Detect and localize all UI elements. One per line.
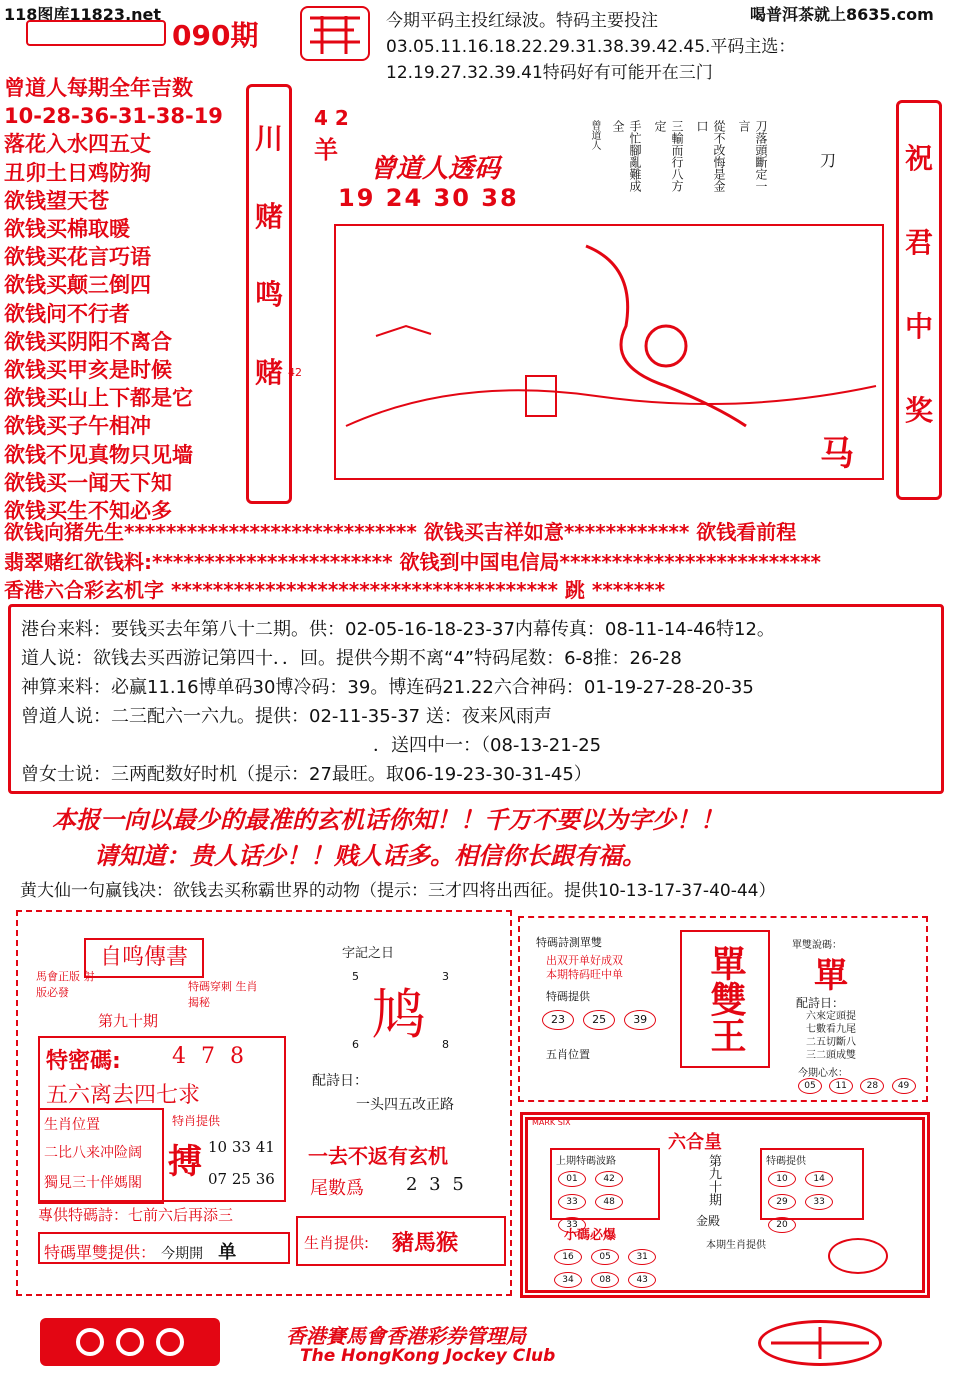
ball: 33 (558, 1217, 586, 1233)
r2-title: 六合皇 (668, 1132, 722, 1153)
star-line: 香港六合彩玄机字 ************************************* 跳 ******* (4, 578, 666, 602)
scroll-char: 川 (254, 122, 283, 155)
scroll-char: 祝 (904, 142, 933, 175)
mid-sx-box (296, 1216, 506, 1266)
pos-line: 二比八来冲险阔 (44, 1145, 142, 1161)
left-line: 欲钱买生不知必多 (4, 499, 172, 524)
r1-line: 出双开单好成双 (546, 954, 623, 967)
ball: 43 (628, 1272, 656, 1288)
r1-r-lines (806, 1010, 856, 1062)
mid-wei-nums: 2 3 5 (406, 1174, 467, 1195)
footer-logo-left (40, 1318, 220, 1366)
left-line: 欲钱买子午相冲 (4, 414, 151, 439)
r2-l-title: 上期特碼波路 (556, 1156, 616, 1167)
info-line: 港台来料：要钱买去年第八十二期。供：02-05-16-18-23-37内幕传真：08-11-14-46特12。 (21, 619, 775, 640)
poem-line: 專供特碼詩：七前六后再添三 (38, 1206, 234, 1224)
poem-col: 手忙腳亂難成全 (611, 120, 642, 192)
ball: 10 (768, 1171, 796, 1187)
mid-c8: 8 (442, 1038, 449, 1051)
seal-stamp (300, 6, 370, 61)
r2-small: 小碼必爆 (564, 1228, 617, 1243)
r2-foot: 本期生肖提供 (706, 1240, 766, 1251)
te-nums: 4 7 8 (172, 1044, 248, 1069)
zodiac-top: 羊 (314, 136, 338, 164)
r1-prov: 特碼提供 (546, 990, 590, 1003)
poem-tag: 曾道人 (589, 120, 600, 150)
center-title: 曾道人透码 (370, 154, 501, 184)
ball: 49 (892, 1078, 916, 1094)
panel-left (16, 910, 512, 1296)
ball: 14 (805, 1171, 833, 1187)
r1-r-line: 三二頭成雙 (806, 1050, 856, 1061)
site-left-label: 118图库11823.net (4, 5, 162, 24)
star-line: 欲钱向猪先生**************************** 欲钱买吉祥如意************ 欲钱看前程 (4, 520, 797, 544)
r1-r-line: 七數看九尾 (806, 1024, 856, 1035)
r1-heart: 今期心水： (798, 1068, 848, 1079)
footer-emblem (758, 1320, 882, 1366)
left-line: 曾道人每期全年吉数 (4, 76, 193, 100)
scroll-char: 赌 (254, 356, 283, 389)
r2-center-v: 第九十期 (706, 1154, 721, 1206)
nums-a: 10 33 41 (208, 1138, 275, 1156)
info-line: 神算来料：必赢11.16博单码30博冷码：39。博连码21.22六合神码：01-19-27-28-20-35 (21, 677, 754, 698)
center-numbers: 19 24 30 38 (338, 184, 519, 212)
panel-sub: 特碼穿刺 生肖揭秘 (188, 980, 258, 1009)
logo-box (26, 20, 166, 46)
info-line: 曾道人说：二三配六一六九。提供：02-11-35-37 送：夜来风雨声 (21, 706, 552, 727)
r1-line: 本期特码旺中单 (546, 968, 623, 981)
left-line: 10-28-36-31-38-19 (4, 104, 223, 129)
mid-top: 字記之日 (342, 946, 395, 961)
bottom-val: 今期開 (161, 1246, 204, 1262)
bo-char: 搏 (168, 1142, 202, 1182)
r1-r-poem: 配詩日： (796, 996, 845, 1010)
left-line: 欲钱买棉取暖 (4, 217, 130, 242)
footer-line2: The HongKong Jockey Club (300, 1346, 556, 1366)
mid-big: 一去不返有玄机 (308, 1144, 448, 1168)
r1-r-line: 二五切斷八 (806, 1037, 856, 1048)
r2-right-box (760, 1148, 864, 1230)
ball: 05 (591, 1249, 619, 1265)
mid-pei-line: 一头四五改正路 (356, 1097, 454, 1113)
te-label: 特密碼: (46, 1049, 121, 1074)
r2-left-box (550, 1148, 660, 1230)
issue-number: 090期 (172, 19, 259, 52)
ball: 33 (805, 1194, 833, 1210)
poem-block (589, 120, 770, 200)
panel-r2 (520, 1112, 930, 1298)
r2-strip: MARK SIX (532, 1118, 571, 1127)
ball: 29 (768, 1194, 796, 1210)
footer-line1: 香港賽馬會香港彩券管理局 (286, 1324, 526, 1348)
mid-pei: 配詩日： (312, 1073, 368, 1089)
r1-hn (796, 1076, 918, 1096)
star-line: 翡翠赌红欲钱料:*********************** 欲钱到中国电信局************************* (4, 550, 821, 574)
nums-b: 07 25 36 (208, 1170, 275, 1188)
left-line: 落花入水四五丈 (4, 132, 151, 157)
seal-icon (302, 8, 368, 59)
site-right-label: 喝普洱茶就上8635.com (750, 5, 934, 24)
scroll-char: 奖 (904, 394, 933, 427)
r2-jin: 金殿 (696, 1214, 721, 1228)
knot-icon (40, 1318, 220, 1366)
mid-c3: 3 (442, 970, 449, 983)
ball: 42 (595, 1171, 623, 1187)
ball: 11 (829, 1078, 853, 1094)
center-picture (288, 90, 890, 490)
scroll-char: 君 (904, 226, 933, 259)
r2-r-title: 特碼提供 (766, 1156, 806, 1167)
slogan: 本报一向以最少的最准的玄机话你知！！千万不要以为字少！！ (52, 805, 724, 834)
ball: 33 (558, 1194, 586, 1210)
left-line: 欲钱买颠三倒四 (4, 273, 151, 298)
mid-c5: 5 (352, 970, 359, 983)
bottom-label: 特碼單雙提供： (44, 1243, 157, 1262)
r1-title: 特碼詩測單雙 (536, 936, 602, 949)
mid-c6: 6 (352, 1038, 359, 1051)
left-scroll (246, 84, 292, 504)
left-line: 丑卯土日鸡防狗 (4, 160, 151, 185)
mid-sx-label: 生肖提供: (304, 1234, 370, 1252)
ti-title: 特肖提供 (172, 1114, 221, 1128)
info-line: ．送四中一：（08-13-21-25 (373, 735, 602, 756)
r1-r-title: 單雙說碼： (792, 940, 842, 951)
te-line: 五六离去四七求 (46, 1083, 201, 1108)
r1-big: 單雙王 (680, 930, 770, 1068)
info-line: 曾女士说：三两配数好时机（提示：27最旺。取06-19-23-30-31-45） (21, 764, 592, 785)
left-line: 欲钱买花言巧语 (4, 245, 151, 270)
emblem-icon (761, 1323, 879, 1363)
small-mark: 42 (288, 366, 302, 379)
ball: 31 (628, 1249, 656, 1265)
r1-r-line: 六來定頭提 (806, 1011, 856, 1022)
r1-balls (540, 1008, 658, 1032)
left-line: 欲钱买甲亥是时候 (4, 358, 172, 383)
ball: 05 (798, 1078, 822, 1094)
slogan: 请知道：贵人话少！！贱人话多。相信你长跟有福。 (94, 841, 646, 870)
right-scroll (896, 100, 942, 500)
pos-line: 獨見三十伴媽閣 (44, 1175, 142, 1191)
left-line: 欲钱不见真物只见墙 (4, 442, 193, 467)
pos-title: 生肖位置 (44, 1117, 100, 1133)
small-number: 4 2 (314, 106, 349, 130)
bottom-box (38, 1232, 290, 1264)
mid-char: 鸠 (372, 983, 426, 1046)
ball: 34 (554, 1272, 582, 1288)
ball: 23 (542, 1010, 574, 1030)
r2-emblem (828, 1238, 888, 1274)
left-line: 欲钱问不行者 (4, 301, 130, 326)
panel-sub: 馬會正版 射版必發 (36, 970, 95, 999)
huang-line: 黄大仙一句赢钱决：欲钱去买称霸世界的动物（提示：三才四将出西征。提供10-13-17-37-40-44） (20, 881, 776, 901)
scroll-char: 赌 (254, 200, 283, 233)
poem-col: 刀落頭斷定一言 (737, 120, 768, 192)
panel-title: 自鸣傳書 (84, 938, 204, 978)
ball: 08 (591, 1272, 619, 1288)
scene-illustration (334, 224, 884, 480)
ball: 20 (768, 1217, 796, 1233)
info-line: 道人说：欲钱去买西游记第四十．．回。提供今期不离“4”特码尾数：6-8推：26-28 (21, 648, 682, 669)
left-line: 欲钱买阴阳不离合 (4, 329, 172, 354)
top-text: 今期平码主投红绿波。特码主要投注03.05.11.16.18.22.29.31.38.39.42.45.平码主选：12.19.27.32.39.41特码好有可能开在三门 (386, 11, 796, 83)
ball: 28 (860, 1078, 884, 1094)
r1-r-char: 單 (814, 956, 848, 996)
ball: 39 (624, 1010, 656, 1030)
scene-art (336, 226, 882, 478)
pos-box (38, 1108, 164, 1204)
bottom-val2: 单 (218, 1242, 237, 1263)
panel-issue: 第九十期 (98, 1012, 159, 1030)
left-line: 欲钱望天苍 (4, 188, 109, 213)
panel-r1 (518, 916, 928, 1102)
r1-pos: 五肖位置 (546, 1048, 590, 1061)
poem-col: 三輸而行八方定 (653, 120, 684, 192)
zodiac-bottom: 马 (820, 434, 854, 474)
poem-top: 刀 (820, 151, 837, 170)
ball: 01 (558, 1171, 586, 1187)
ball: 48 (595, 1194, 623, 1210)
mid-sx-val: 豬馬猴 (392, 1231, 459, 1256)
ball: 16 (554, 1249, 582, 1265)
scroll-char: 鸣 (254, 278, 283, 311)
info-box (8, 604, 944, 794)
left-line: 欲钱买一闻天下知 (4, 470, 172, 495)
scroll-char: 中 (904, 310, 933, 343)
left-line: 欲钱买山上下都是它 (4, 386, 193, 411)
poem-col: 從不改悔是金口 (695, 120, 726, 192)
mid-wei-label: 尾數爲 (310, 1178, 364, 1199)
ball: 25 (583, 1010, 615, 1030)
left-lines (4, 74, 244, 525)
